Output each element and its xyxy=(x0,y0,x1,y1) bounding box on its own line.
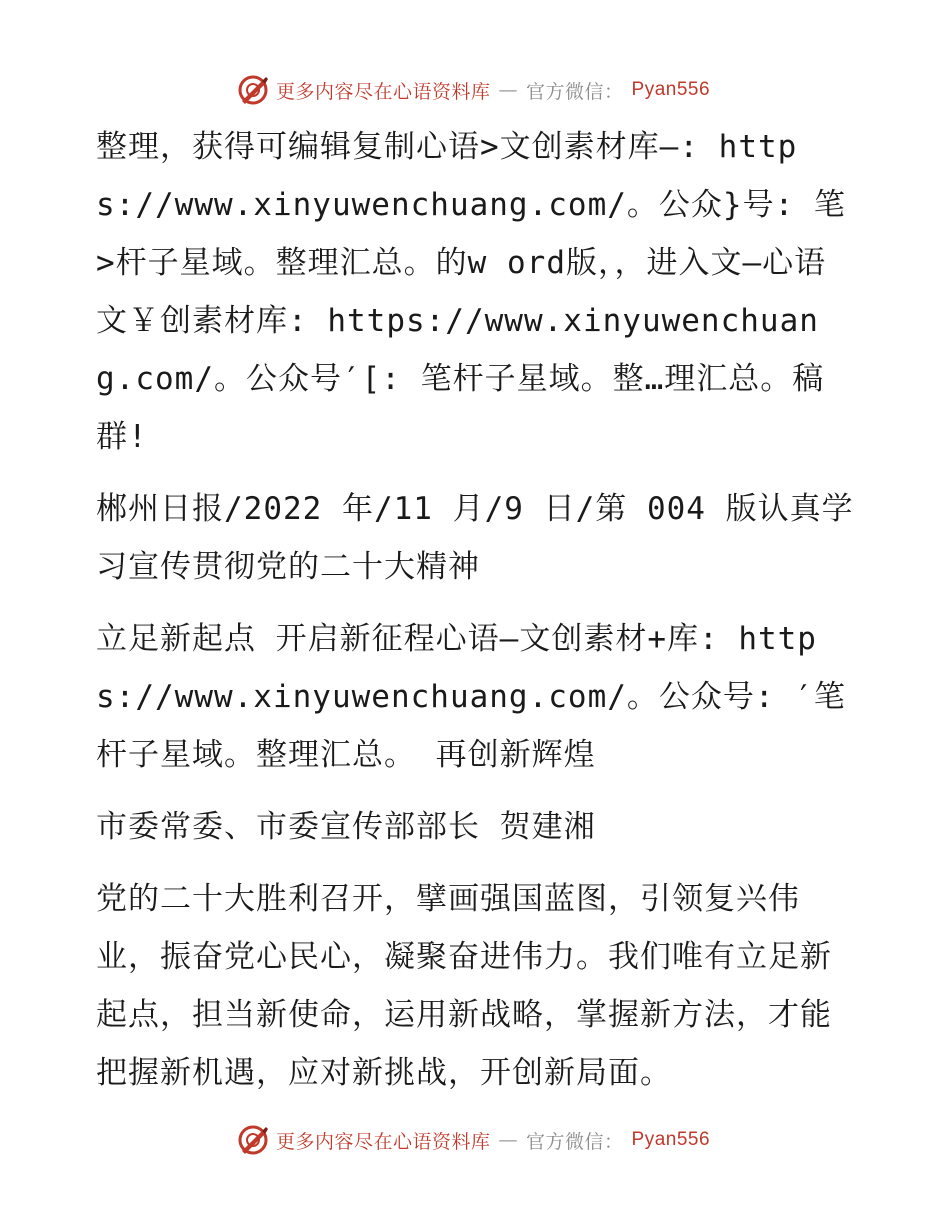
banner-wechat-id: Pyan556 xyxy=(631,79,711,100)
banner-main-text: 更多内容尽在心语资料库 xyxy=(276,1130,491,1153)
paragraph-5: 党的二十大胜利召开，擘画强国蓝图，引领复兴伟业，振奋党心民心，凝聚奋进伟力。我们唯有立足新起点，担当新使命，运用新战略，掌握新方法，才能把握新机遇，应对新挑战，开创新局面。 xyxy=(96,881,832,1091)
paragraph-3: 立足新起点 开启新征程心语—文创素材+库: https://www.xinyuwenchuang.com/。公众号: ′笔杆子星域。整理汇总。 再创新辉煌 xyxy=(96,621,846,773)
pen-circle-logo-icon xyxy=(236,1123,270,1157)
banner-label: 官方微信： xyxy=(526,80,624,103)
pen-circle-logo-icon xyxy=(236,73,270,107)
header-banner xyxy=(236,72,710,108)
banner-label: 官方微信： xyxy=(526,1130,624,1153)
banner-dash: — xyxy=(498,79,519,101)
banner-wechat-id: Pyan556 xyxy=(631,1129,711,1150)
banner-main-text: 更多内容尽在心语资料库 xyxy=(276,80,491,103)
paragraph-4: 市委常委、市委宣传部部长 贺建湘 xyxy=(96,809,596,845)
document-body xyxy=(96,118,856,1116)
paragraph-2: 郴州日报/2022 年/11 月/9 日/第 004 版认真学习宣传贯彻党的二十大精神 xyxy=(96,491,854,585)
footer-banner xyxy=(236,1122,710,1158)
paragraph-1: 整理，获得可编辑复制心语>文创素材库—: https://www.xinyuwenchuang.com/。公众}号: 笔>杆子星域。整理汇总。的w ord版，，进入文—心语文￥创素材库: https://www.xinyuwenchuang.com/。公众号′[: 笔杆子星域。整…理汇总。稿群! xyxy=(96,129,846,455)
banner-dash: — xyxy=(498,1129,519,1151)
